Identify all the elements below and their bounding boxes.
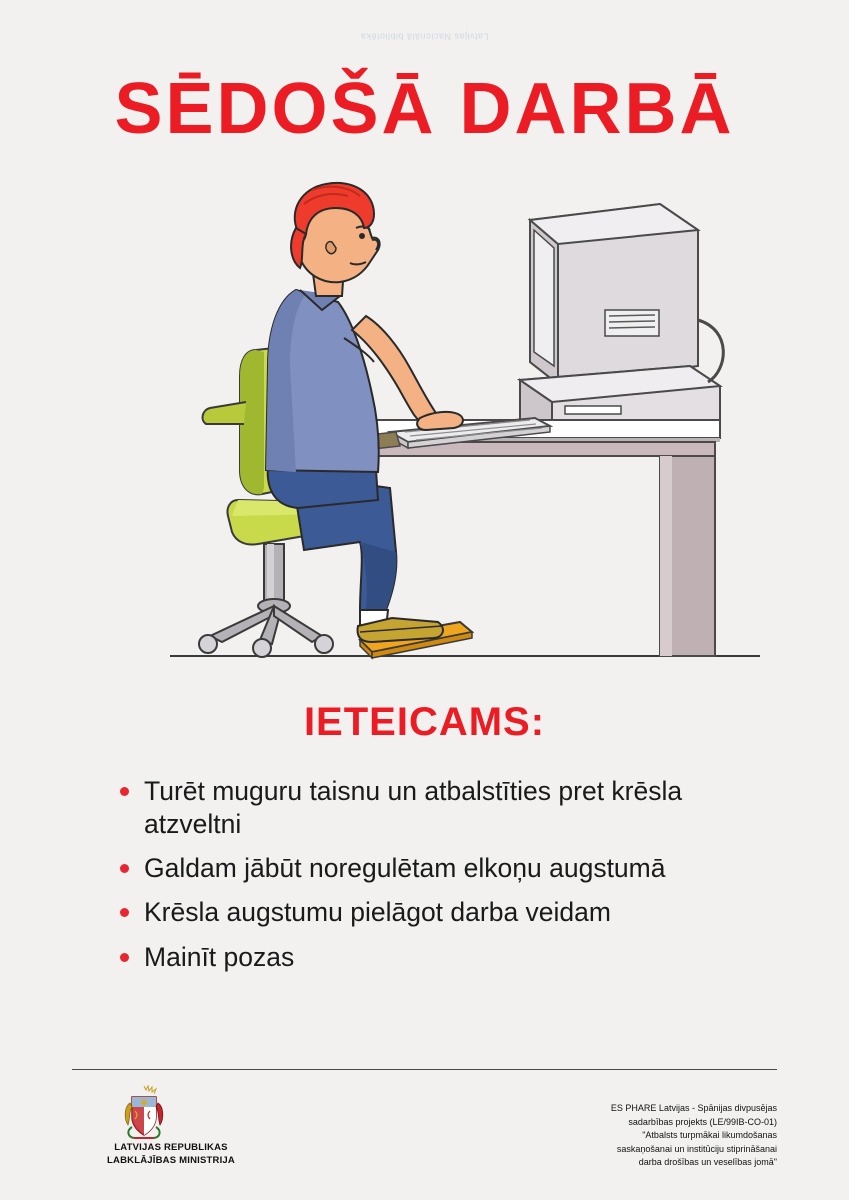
list-item [120,941,760,974]
bullet-dot-icon [120,908,129,917]
phare-line-2: sadarbības projekts (LE/99IB-CO-01) [628,1116,777,1127]
phare-line-5: darba drošības un veselības jomā" [638,1157,777,1167]
bullet-dot-icon [120,953,129,962]
library-watermark: Latvijas Nacionālā bibliotēka [360,31,489,42]
recommendations-list [120,775,760,985]
latvia-coat-of-arms-icon [118,1083,170,1143]
list-item-text: Krēsla augstumu pielāgot darba veidam [144,897,611,928]
page-title: SĒDOŠĀ DARBĀ [114,69,735,149]
ministry-label [96,1142,246,1168]
list-item-text: Turēt muguru taisnu un atbalstīties pret krēsla atzveltni [144,776,683,840]
bullet-dot-icon [120,787,129,796]
footer-divider [72,1069,777,1070]
ministry-line-1: LATVIJAS REPUBLIKAS [114,1142,228,1153]
bullet-dot-icon [120,864,129,873]
phare-credit [477,1102,777,1170]
illustration-seated-worker [60,170,790,690]
list-item [120,775,760,841]
list-item [120,852,760,885]
phare-line-4: saskaņošanai un institūciju stiprināšanai [616,1143,777,1154]
list-item-text: Galdam jābūt noregulētam elkoņu augstumā [144,853,666,884]
list-item-text: Mainīt pozas [144,941,295,972]
list-item [120,896,760,929]
phare-line-1: ES PHARE Latvijas - Spānijas divpusējas [610,1103,777,1113]
phare-line-3: "Atbalsts turpmākai likumdošanas [642,1130,777,1140]
ministry-line-2: LABKLĀJĪBAS MINISTRIJA [107,1154,235,1166]
section-heading: IETEICAMS: [303,700,546,744]
